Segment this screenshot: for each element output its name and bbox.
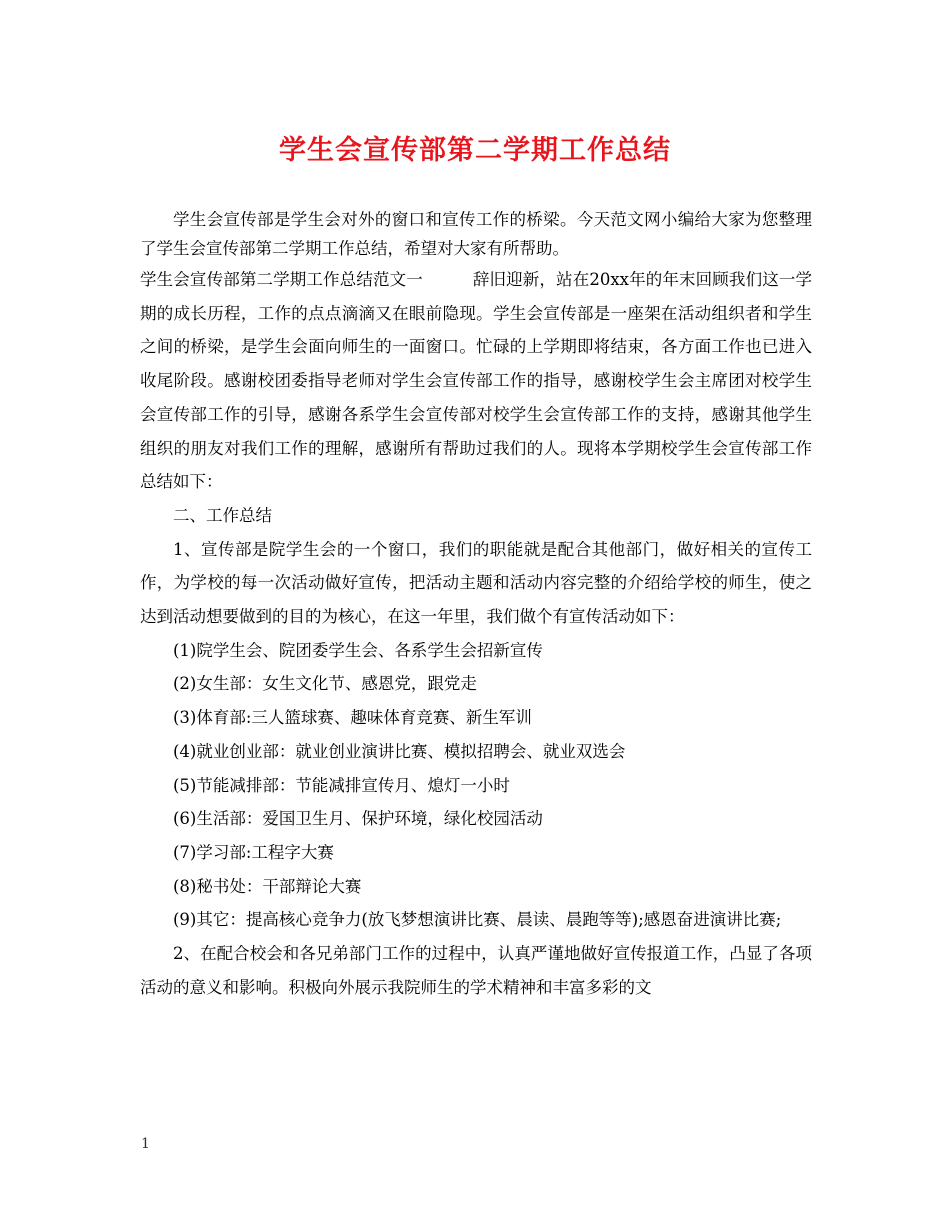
section-heading: 二、工作总结 [173, 505, 272, 525]
list-item: (3)体育部:三人篮球赛、趣味体育竞赛、新生军训 [173, 708, 532, 728]
list-item: (8)秘书处：干部辩论大赛 [173, 876, 362, 896]
list-item: (5)节能减排部：节能减排宣传月、熄灯一小时 [173, 775, 510, 795]
list-item: (6)生活部：爱国卫生月、保护环境，绿化校园活动 [173, 809, 543, 829]
intro-paragraph: 学生会宣传部是学生会对外的窗口和宣传工作的桥梁。今天范文网小编给大家为您整理了学生会宣传部第二学期工作总结，希望对大家有所帮助。 [140, 210, 812, 258]
document-body [140, 205, 812, 1004]
page-number: 1 [141, 1136, 150, 1152]
list-item: (1)院学生会、院团委学生会、各系学生会招新宣传 [173, 640, 543, 660]
activity-paragraph: 1、宣传部是院学生会的一个窗口，我们的职能就是配合其他部门，做好相关的宣传工作，为学校的每一次活动做好宣传，把活动主题和活动内容完整的介绍给学校的师生，使之达到活动想要做到的目的为核心，在这一年里，我们做个有宣传活动如下： [140, 539, 812, 627]
list-item: (7)学习部:工程字大赛 [173, 842, 334, 862]
list-item: (2)女生部：女生文化节、感恩党，跟党走 [173, 674, 477, 694]
list-item: (9)其它：提高核心竞争力(放飞梦想演讲比赛、晨读、晨跑等等);感恩奋进演讲比赛; [173, 910, 782, 930]
summary-paragraph: 学生会宣传部第二学期工作总结范文一 辞旧迎新，站在20xx年的年末回顾我们这一学期的成长历程，工作的点点滴滴又在眼前隐现。学生会宣传部是一座架在活动组织者和学生之间的桥梁，是学生会面向师生的一面窗口。忙碌的上学期即将结束，各方面工作也已进入收尾阶段。感谢校团委指导老师对学生会宣传部工作的指导，感谢校学生会主席团对校学生会宣传部工作的引导，感谢各系学生会宣传部对校学生会宣传部工作的支持，感谢其他学生组织的朋友对我们工作的理解，感谢所有帮助过我们的人。现将本学期校学生会宣传部工作总结如下： [140, 270, 812, 492]
publicity-paragraph: 2、在配合校会和各兄弟部门工作的过程中，认真严谨地做好宣传报道工作，凸显了各项活动的意义和影响。积极向外展示我院师生的学术精神和丰富多彩的文 [140, 944, 812, 997]
list-item: (4)就业创业部：就业创业演讲比赛、模拟招聘会、就业双选会 [173, 741, 626, 761]
document-title: 学生会宣传部第二学期工作总结 [279, 135, 671, 166]
